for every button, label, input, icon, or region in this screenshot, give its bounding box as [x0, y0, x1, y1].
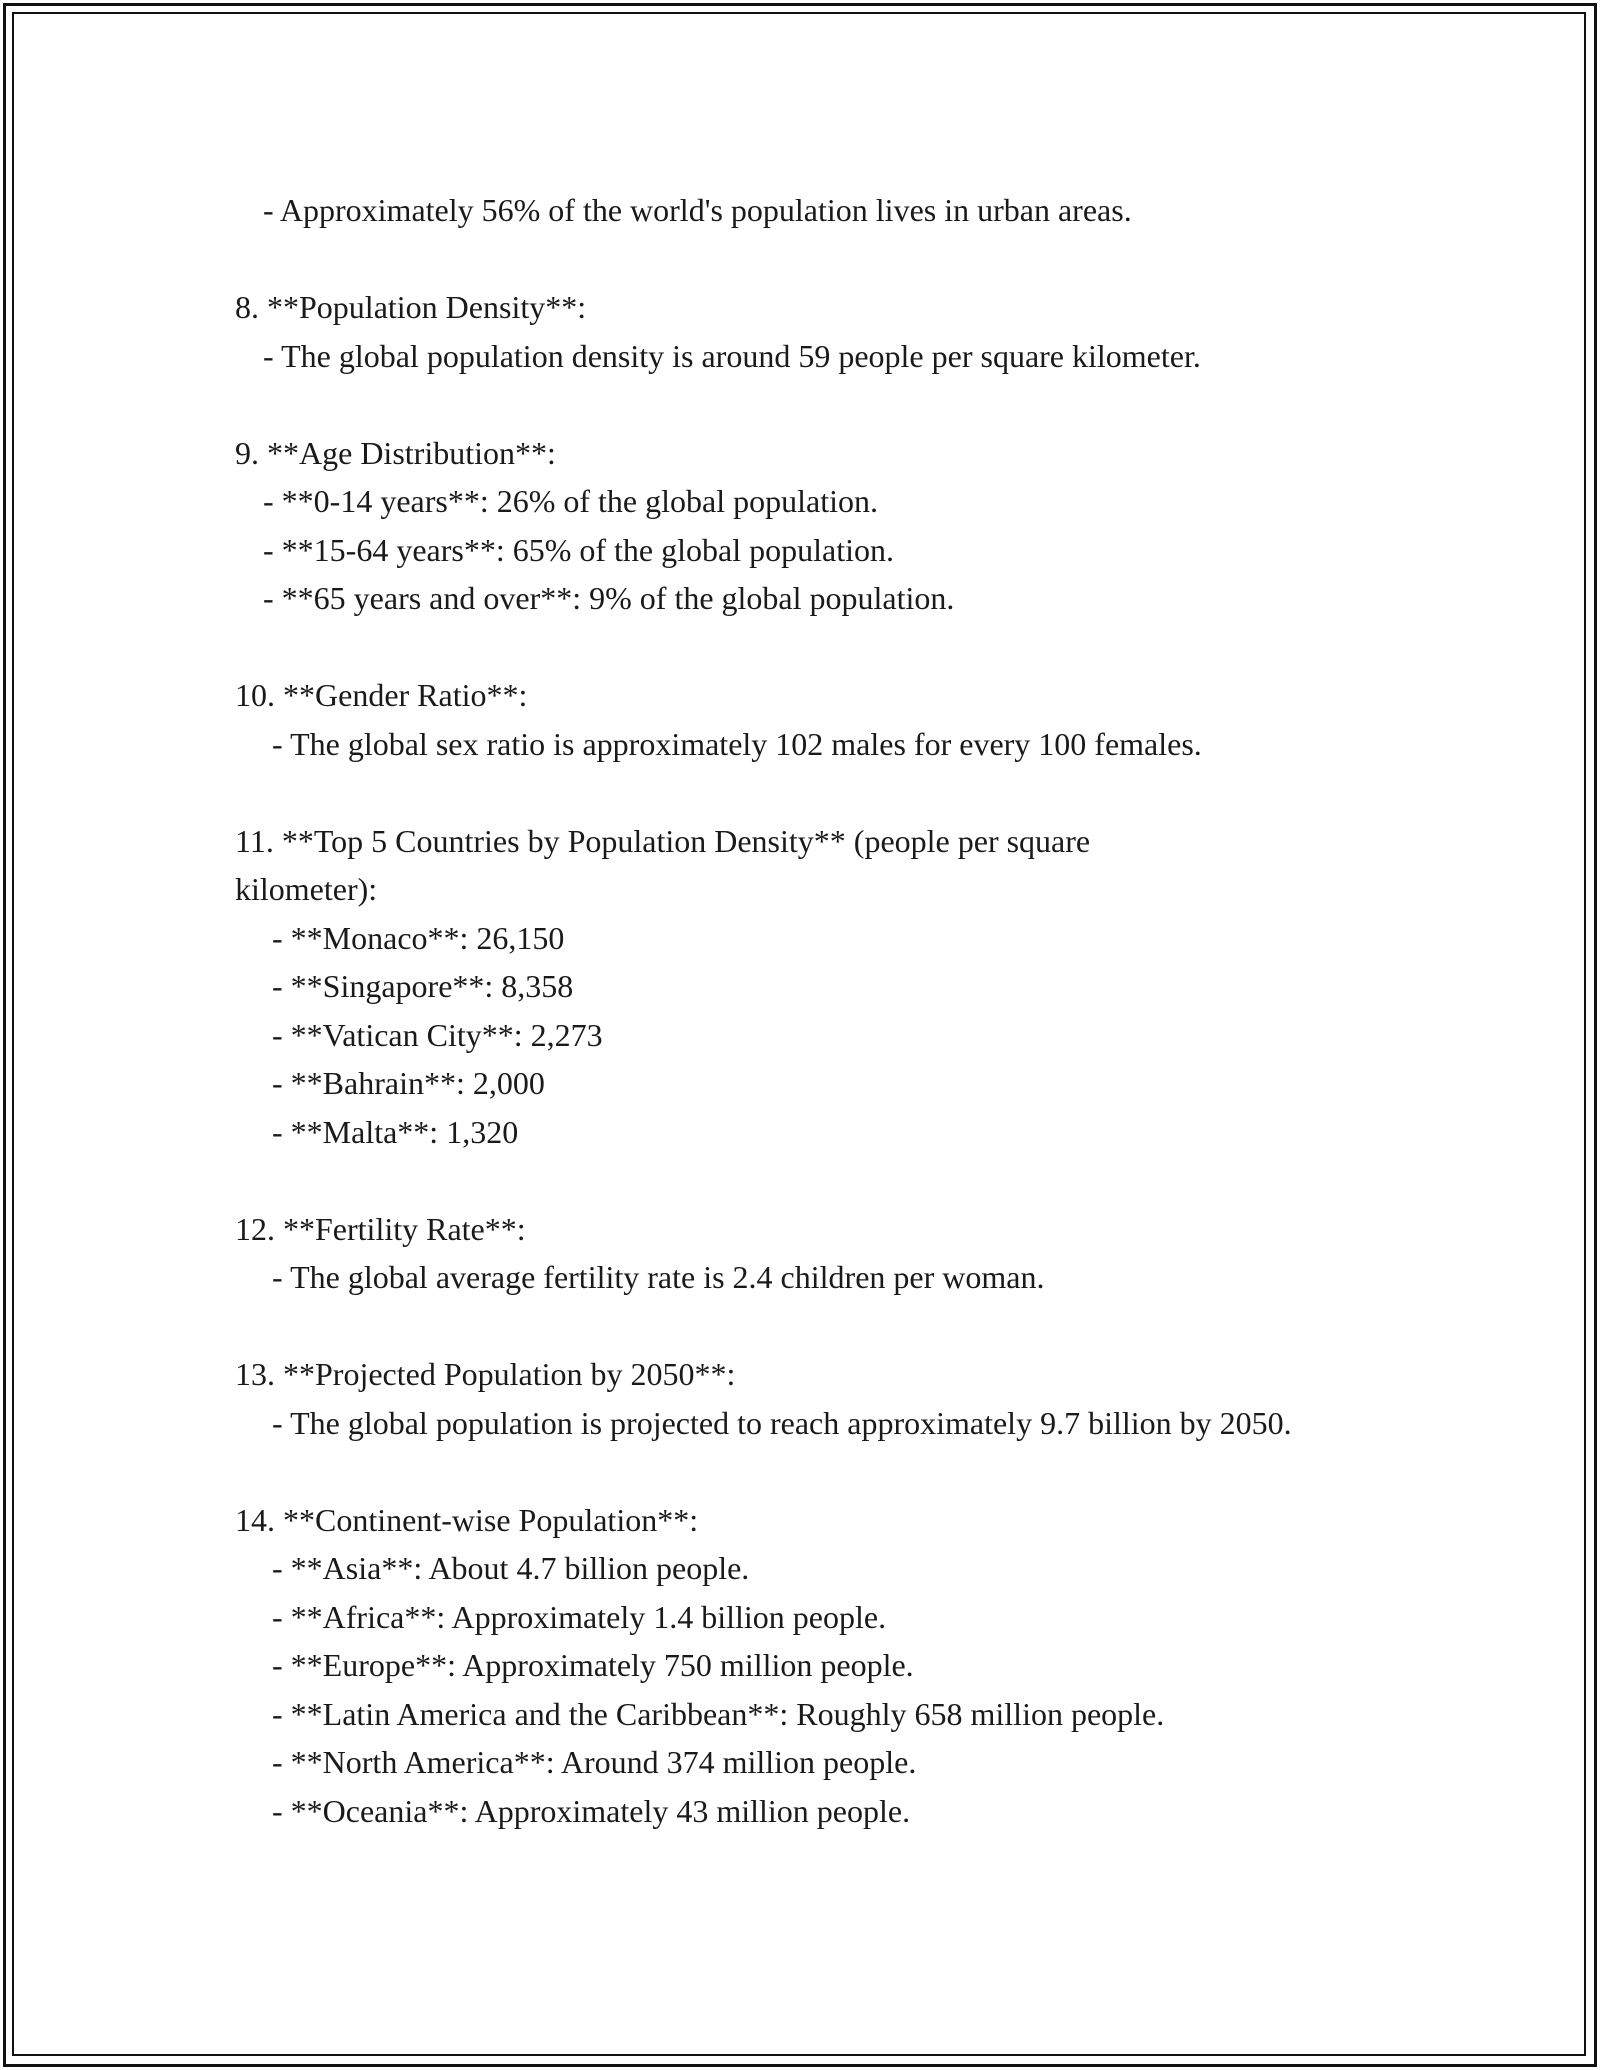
continent-europe-item: - **Europe**: Approximately 750 million people.	[272, 1647, 914, 1683]
country-bahrain-item: - **Bahrain**: 2,000	[272, 1065, 545, 1101]
age-15-64-item: - **15-64 years**: 65% of the global population.	[263, 531, 894, 568]
continent-north-america-item: - **North America**: Around 374 million people.	[272, 1744, 917, 1780]
continent-oceania-item: - **Oceania**: Approximately 43 million people.	[272, 1792, 911, 1829]
section-heading-top-density-countries: 11. **Top 5 Countries by Population Density** (people per square kilometer):	[235, 822, 1099, 907]
country-malta-item: - **Malta**: 1,320	[272, 1113, 519, 1150]
country-singapore-item: - **Singapore**: 8,358	[272, 968, 574, 1004]
country-vatican-item: - **Vatican City**: 2,273	[272, 1016, 603, 1053]
section-heading-age-distribution: 9. **Age Distribution**:	[235, 434, 556, 471]
section-heading-gender-ratio: 10. **Gender Ratio**:	[235, 677, 528, 713]
urban-population-item: - Approximately 56% of the world's population lives in urban areas.	[263, 192, 1132, 228]
country-monaco-item: - **Monaco**: 26,150	[272, 919, 565, 956]
gender-ratio-item: - The global sex ratio is approximately 102 males for every 100 females.	[272, 725, 1202, 762]
continent-asia-item: - **Asia**: About 4.7 billion people.	[272, 1550, 750, 1586]
section-heading-projected-population: 13. **Projected Population by 2050**:	[235, 1356, 736, 1392]
section-heading-fertility-rate: 12. **Fertility Rate**:	[235, 1210, 526, 1247]
population-density-item: - The global population density is around 59 people per square kilometer.	[263, 337, 1201, 374]
section-heading-population-density: 8. **Population Density**:	[235, 289, 587, 325]
continent-latin-america-item: - **Latin America and the Caribbean**: Roughly 658 million people.	[272, 1695, 1165, 1732]
section-heading-continent-population: 14. **Continent-wise Population**:	[235, 1501, 699, 1538]
age-65-over-item: - **65 years and over**: 9% of the global population.	[263, 580, 955, 616]
continent-africa-item: - **Africa**: Approximately 1.4 billion people.	[272, 1598, 887, 1635]
age-0-14-item: - **0-14 years**: 26% of the global population.	[263, 483, 878, 519]
document-body	[235, 186, 1375, 1835]
fertility-rate-item: - The global average fertility rate is 2.4 children per woman.	[272, 1259, 1045, 1295]
projected-population-item: - The global population is projected to reach approximately 9.7 billion by 2050.	[272, 1404, 1292, 1441]
